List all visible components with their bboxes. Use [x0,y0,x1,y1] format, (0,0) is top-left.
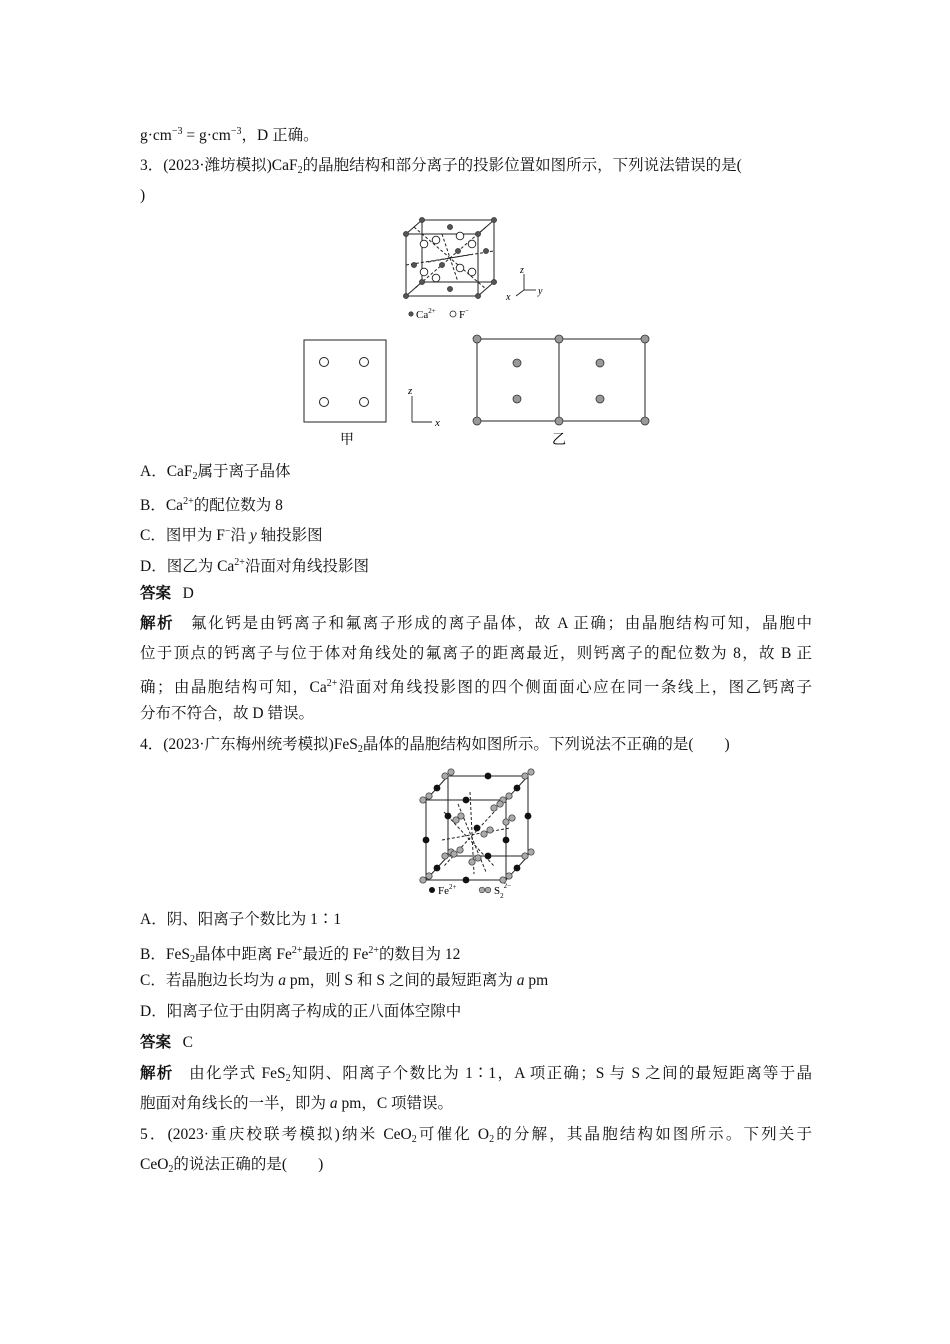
svg-text:Ca2+: $Ca^{2+}$ [416,307,436,321]
svg-text:F−: F− [459,307,470,321]
q3-answer: 答案 D [140,585,194,602]
svg-text:S22−: $S_2^{2-}$ [494,882,512,900]
q3-option-b: B．$Ca^{2+}$的配位数为 8 [140,496,283,514]
q3-option-c: C．图甲为 F−沿 y 轴投影图 [140,526,323,544]
axis-x-label: x [506,292,511,303]
caption-jia: 甲 [340,433,354,448]
q4-option-b: B．FeS$_2$晶体中距离 $Fe^{2+}$最近的 $Fe^{2+}$的数目为 12 [140,945,461,965]
fes2-unit-cell-figure [414,762,544,900]
caf2-unit-cell-figure [398,212,558,324]
q5-stem-line-1: 5．(2023·重庆校联考模拟)纳米 CeO$_2$可催化 $O_2$的分解，其晶胞结构如图所示。下列关于 [140,1126,812,1145]
q3-option-a: A．CaF$_2$属于离子晶体 [140,463,291,482]
q5-stem-line-2: CeO$_2$的说法正确的是( ) [140,1156,324,1175]
svg-text:Fe2+: $Fe^{2+}$ [438,883,457,897]
q3-option-d: D．图乙为 $Ca^{2+}$沿面对角线投影图 [140,557,369,575]
jia-axis-x: x [435,417,440,429]
continued-answer-line: $g\cdot cm^{-3} = g\cdot cm^{-3}$，D 正确。 [140,126,319,144]
axis-y-label: y [538,286,543,297]
projection-yi-figure [470,332,652,450]
q4-analysis-line-1: 解析 由化学式 FeS$_2$知阴、阳离子个数比为 1∶1，A 项正确；S 与 S 之间的最短距离等于晶 [140,1065,812,1084]
axis-z-label: z [520,265,524,276]
q3-stem: 3．(2023·潍坊模拟)CaF$_2$的晶胞结构和部分离子的投影位置如图所示，下列说法错误的是( [140,157,742,176]
q4-option-d: D．阳离子位于由阴离子构成的正八面体空隙中 [140,1003,462,1020]
legend-fe-marker [429,887,435,893]
q4-option-a: A．阴、阳离子个数比为 1∶1 [140,911,342,928]
q3-stem-close: ) [140,187,146,204]
caption-yi: 乙 [552,433,566,448]
q4-option-c: C．若晶胞边长均为 a pm，则 S 和 S 之间的最短距离为 a pm [140,972,549,989]
q3-analysis-line-3: 确；由晶胞结构可知，$Ca^{2+}$沿面对角线投影图的四个侧面面心应在同一条线上，图乙钙离子 [140,678,812,696]
legend-f-marker [450,311,456,317]
jia-axis-z: z [408,385,413,397]
q3-analysis-line-2: 位于顶点的钙离子与位于体对角线处的氟离子的距离最近，则钙离子的配位数为 8，故 B 正 [140,645,812,662]
q4-answer: 答案 C [140,1034,193,1051]
legend-s-marker [479,887,485,893]
q3-analysis-line-4: 分布不符合，故 D 错误。 [140,705,314,722]
q4-stem: 4．(2023·广东梅州统考模拟)FeS$_2$晶体的晶胞结构如图所示。下列说法不正确的是( ) [140,736,730,755]
projection-jia-figure [300,336,450,450]
legend-ca-marker [409,312,413,316]
q3-analysis-line-1: 解析 氟化钙是由钙离子和氟离子形成的离子晶体，故 A 正确；由晶胞结构可知，晶胞中 [140,615,813,632]
q4-analysis-line-2: 胞面对角线长的一半，即为 a pm，C 项错误。 [140,1095,454,1112]
